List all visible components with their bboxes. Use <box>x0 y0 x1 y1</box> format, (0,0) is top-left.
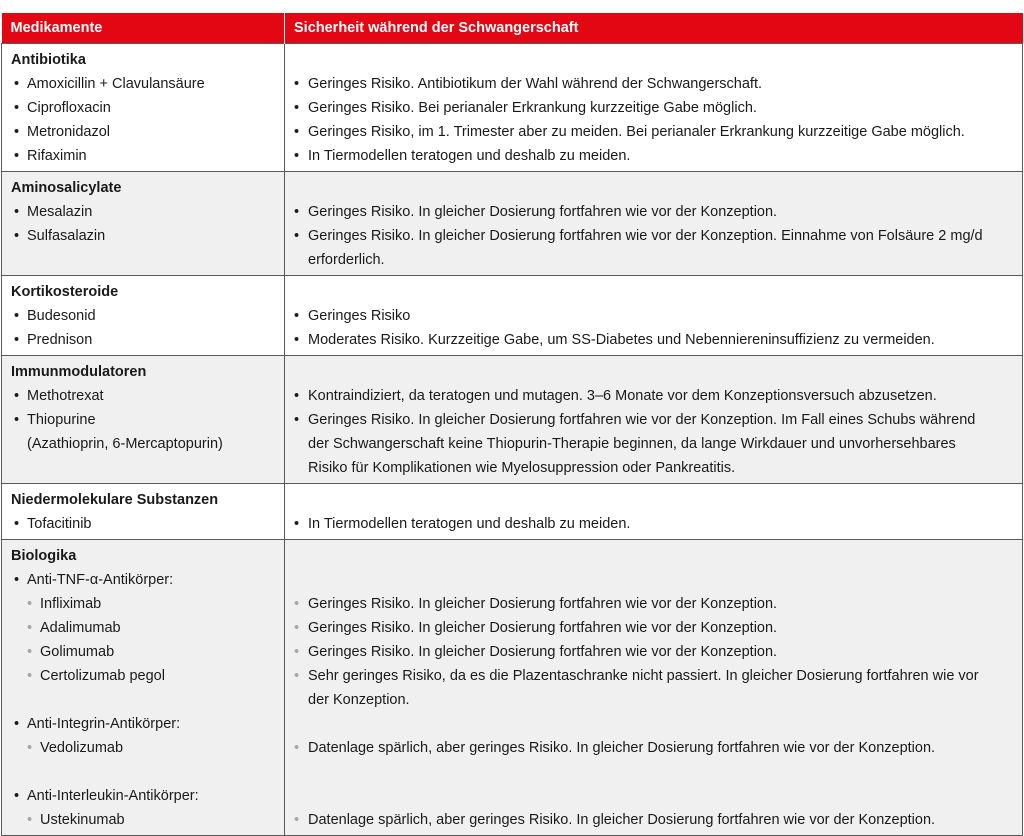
safety-item-continued: Risiko für Komplikationen wie Myelosuppression oder Pankreatitis. <box>308 460 736 476</box>
table-row-immunmodulatoren <box>2 356 1023 484</box>
table-row-aminosalicylate <box>2 172 1023 276</box>
drug-item: • Prednison <box>11 328 276 352</box>
drug-subitem: • Golimumab <box>11 640 276 664</box>
category-heading: Immunmodulatoren <box>11 364 147 380</box>
drug-item: • Tofacitinib <box>11 512 276 536</box>
safety-item: • Geringes Risiko. In gleicher Dosierung fortfahren wie vor der Konzeption. <box>294 640 1014 664</box>
drug-subitem: • Certolizumab pegol <box>11 664 276 688</box>
safety-item: • Sehr geringes Risiko, da es die Plazentaschranke nicht passiert. In gleicher Dosierung fortfahren wie vor <box>294 664 1014 688</box>
drug-cell <box>2 484 285 540</box>
medication-safety-table <box>1 13 1023 836</box>
drug-cell <box>2 276 285 356</box>
drug-cell <box>2 356 285 484</box>
drug-item: • Sulfasalazin <box>11 224 276 248</box>
safety-item: • Geringes Risiko. In gleicher Dosierung fortfahren wie vor der Konzeption. <box>294 200 1014 224</box>
safety-item: • Kontraindiziert, da teratogen und mutagen. 3–6 Monate vor dem Konzeptionsversuch abzusetzen. <box>294 384 1014 408</box>
drug-item: • Mesalazin <box>11 200 276 224</box>
table-header-row <box>2 13 1023 44</box>
drug-item: • Thiopurine <box>11 408 276 432</box>
safety-cell <box>285 540 1023 836</box>
drug-subitem: • Ustekinumab <box>11 808 276 832</box>
category-heading: Antibiotika <box>11 52 86 68</box>
drug-group-label: • Anti-Interleukin-Antikörper: <box>11 784 276 808</box>
drug-item: • Rifaximin <box>11 144 276 168</box>
safety-item: • Geringes Risiko. Antibiotikum der Wahl während der Schwangerschaft. <box>294 72 1014 96</box>
drug-item: • Metronidazol <box>11 120 276 144</box>
drug-item: • Budesonid <box>11 304 276 328</box>
safety-item: • In Tiermodellen teratogen und deshalb zu meiden. <box>294 144 1014 168</box>
safety-item: • Geringes Risiko. In gleicher Dosierung fortfahren wie vor der Konzeption. Im Fall eines Schubs während <box>294 408 1014 432</box>
drug-subitem: • Vedolizumab <box>11 736 276 760</box>
safety-cell <box>285 484 1023 540</box>
drug-item-continued: (Azathioprin, 6-Mercaptopurin) <box>27 436 223 452</box>
header-sicherheit: Sicherheit während der Schwangerschaft <box>285 13 1023 44</box>
safety-item-continued: erforderlich. <box>308 252 385 268</box>
drug-item: • Methotrexat <box>11 384 276 408</box>
safety-item: • Geringes Risiko <box>294 304 1014 328</box>
header-medikamente: Medikamente <box>2 13 285 44</box>
drug-group-label: • Anti-Integrin-Antikörper: <box>11 712 276 736</box>
safety-cell <box>285 356 1023 484</box>
table-row-antibiotika <box>2 44 1023 172</box>
drug-subitem: • Infliximab <box>11 592 276 616</box>
drug-cell <box>2 44 285 172</box>
safety-cell <box>285 276 1023 356</box>
category-heading: Aminosalicylate <box>11 180 122 196</box>
drug-cell <box>2 540 285 836</box>
safety-cell <box>285 44 1023 172</box>
drug-cell <box>2 172 285 276</box>
safety-item: • Geringes Risiko. In gleicher Dosierung fortfahren wie vor der Konzeption. Einnahme von Folsäure 2 mg/d <box>294 224 1014 248</box>
category-heading: Biologika <box>11 548 77 564</box>
safety-item: • In Tiermodellen teratogen und deshalb zu meiden. <box>294 512 1014 536</box>
table-row-kortikosteroide <box>2 276 1023 356</box>
safety-item: • Geringes Risiko. In gleicher Dosierung fortfahren wie vor der Konzeption. <box>294 592 1014 616</box>
category-heading: Niedermolekulare Substanzen <box>11 492 219 508</box>
safety-item: • Datenlage spärlich, aber geringes Risiko. In gleicher Dosierung fortfahren wie vor der Konzeption. <box>294 736 1014 760</box>
safety-item: • Geringes Risiko. Bei perianaler Erkrankung kurzzeitige Gabe möglich. <box>294 96 1014 120</box>
safety-item-continued: der Schwangerschaft keine Thiopurin-Therapie beginnen, da lange Wirkdauer und unvorhersehbares <box>308 436 956 452</box>
safety-item: • Moderates Risiko. Kurzzeitige Gabe, um SS-Diabetes und Nebenniereninsuffizienz zu vermeiden. <box>294 328 1014 352</box>
drug-group-label: • Anti-TNF-α-Antikörper: <box>11 568 276 592</box>
safety-item-continued: der Konzeption. <box>308 692 410 708</box>
table-row-niedermolekulare <box>2 484 1023 540</box>
category-heading: Kortikosteroide <box>11 284 119 300</box>
drug-subitem: • Adalimumab <box>11 616 276 640</box>
safety-item: • Geringes Risiko. In gleicher Dosierung fortfahren wie vor der Konzeption. <box>294 616 1014 640</box>
safety-cell <box>285 172 1023 276</box>
drug-item: • Ciprofloxacin <box>11 96 276 120</box>
drug-item: • Amoxicillin + Clavulansäure <box>11 72 276 96</box>
safety-item: • Datenlage spärlich, aber geringes Risiko. In gleicher Dosierung fortfahren wie vor der Konzeption. <box>294 808 1014 832</box>
table-row-biologika <box>2 540 1023 836</box>
safety-item: • Geringes Risiko, im 1. Trimester aber zu meiden. Bei perianaler Erkrankung kurzzeitige Gabe möglich. <box>294 120 1014 144</box>
